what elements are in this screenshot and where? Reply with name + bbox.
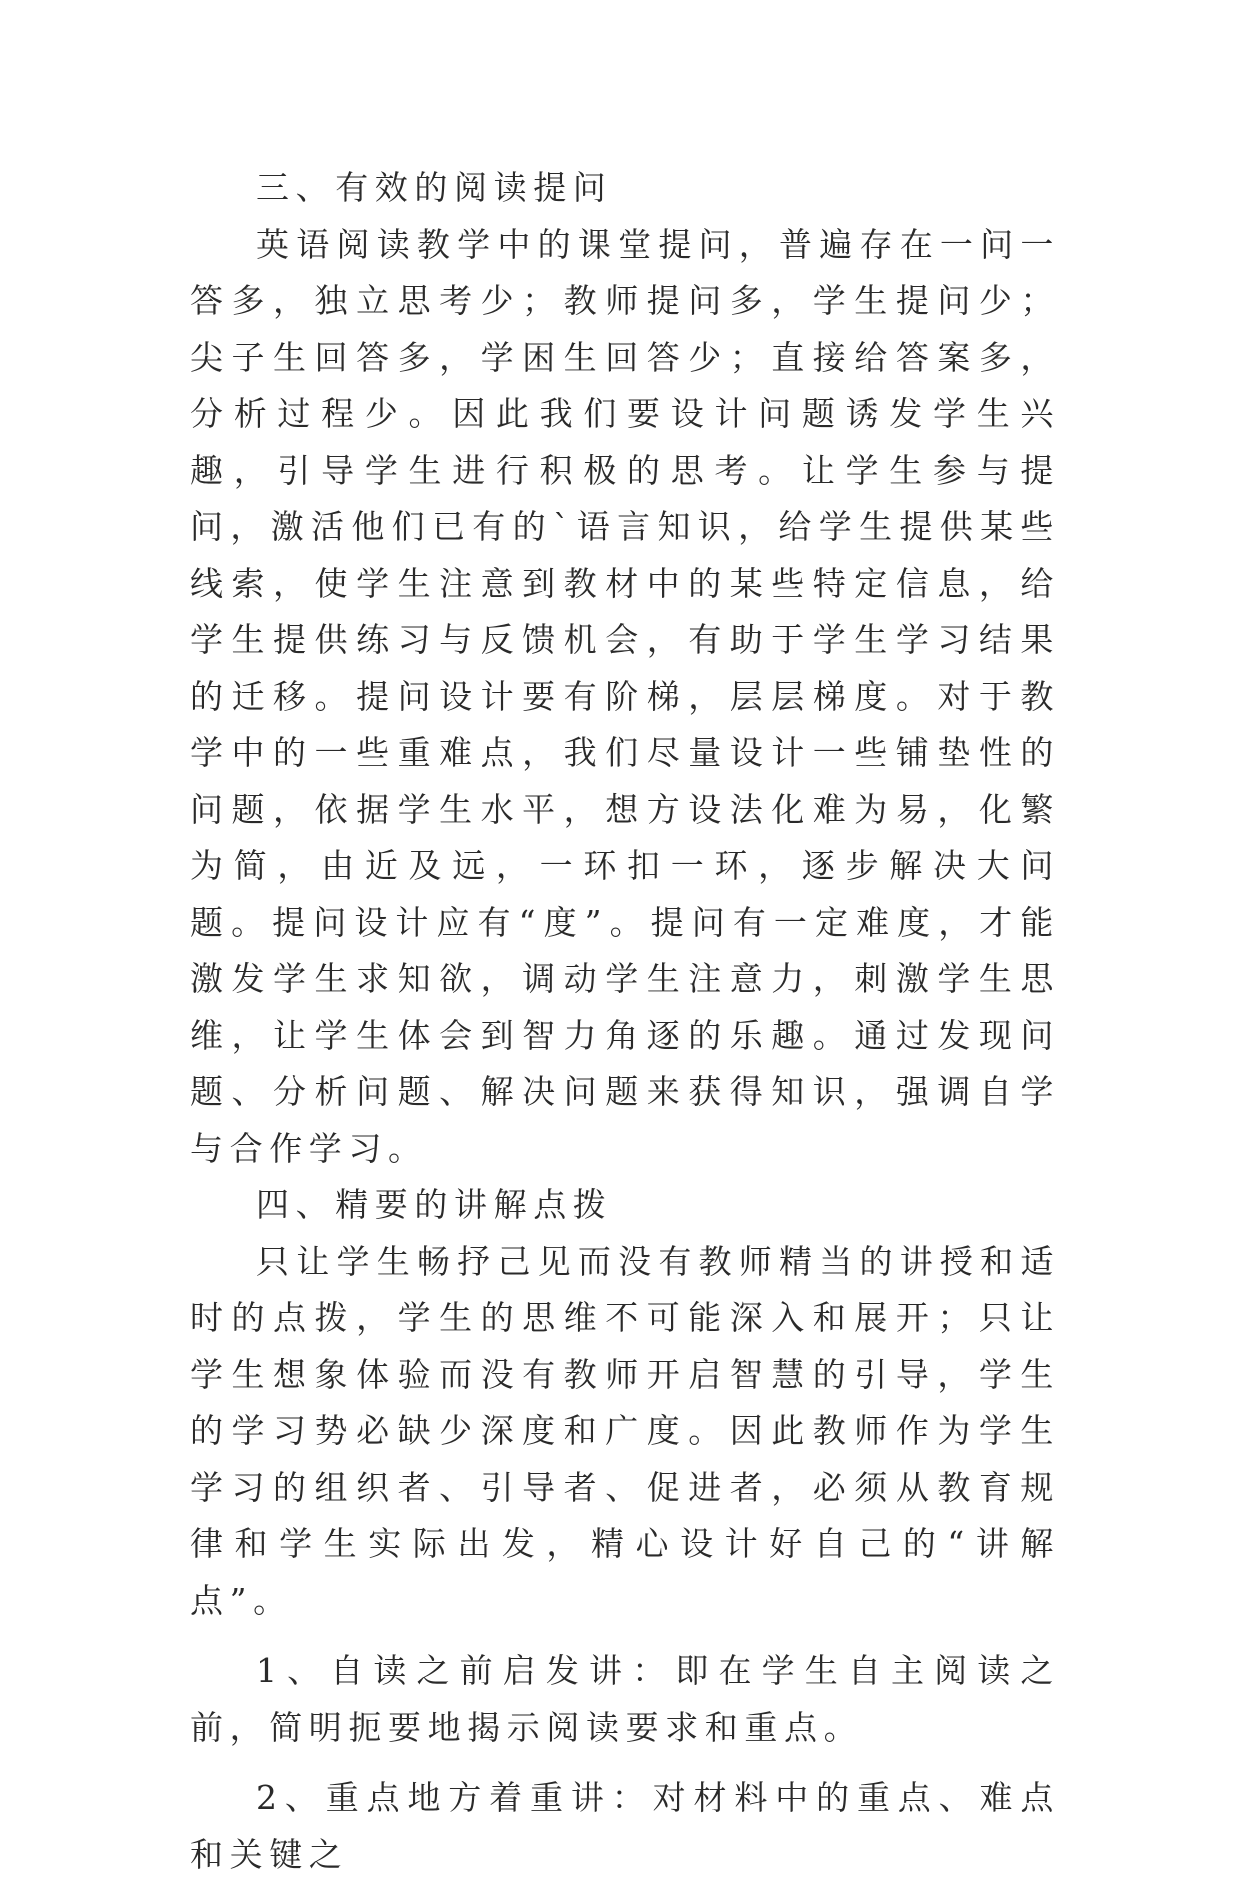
document-body [190,160,1060,1883]
section-heading-4: 四、精要的讲解点拨 [256,1185,613,1224]
section-paragraph-4: 只让学生畅抒己见而没有教师精当的讲授和适时的点拨，学生的思维不可能深入和展开；只让学生想象体验而没有教师开启智慧的引导，学生的学习势必缺少深度和广度。因此教师作为学生学习的组织者、引导者、促进者，必须从教育规律和学生实际出发，精心设计好自己的“讲解点”。 [190,1241,1060,1620]
list-item-2: 2、重点地方着重讲：对材料中的重点、难点和关键之 [190,1778,1060,1874]
section-paragraph-3: 英语阅读教学中的课堂提问，普遍存在一问一答多，独立思考少；教师提问多，学生提问少；尖子生回答多，学困生回答少；直接给答案多，分析过程少。因此我们要设计问题诱发学生兴趣，引导学生进行积极的思考。让学生参与提问，激活他们已有的`语言知识，给学生提供某些线索，使学生注意到教材中的某些特定信息，给学生提供练习与反馈机会，有助于学生学习结果的迁移。提问设计要有阶梯，层层梯度。对于教学中的一些重难点，我们尽量设计一些铺垫性的问题，依据学生水平，想方设法化难为易，化繁为简，由近及远，一环扣一环，逐步解决大问题。提问设计应有“度”。提问有一定难度，才能激发学生求知欲，调动学生注意力，刺激学生思维，让学生体会到智力角逐的乐趣。通过发现问题、分析问题、解决问题来获得知识，强调自学与合作学习。 [190,224,1060,1168]
section-heading-3: 三、有效的阅读提问 [256,168,613,207]
list-item-1: 1、自读之前启发讲：即在学生自主阅读之前，简明扼要地揭示阅读要求和重点。 [190,1651,1060,1747]
